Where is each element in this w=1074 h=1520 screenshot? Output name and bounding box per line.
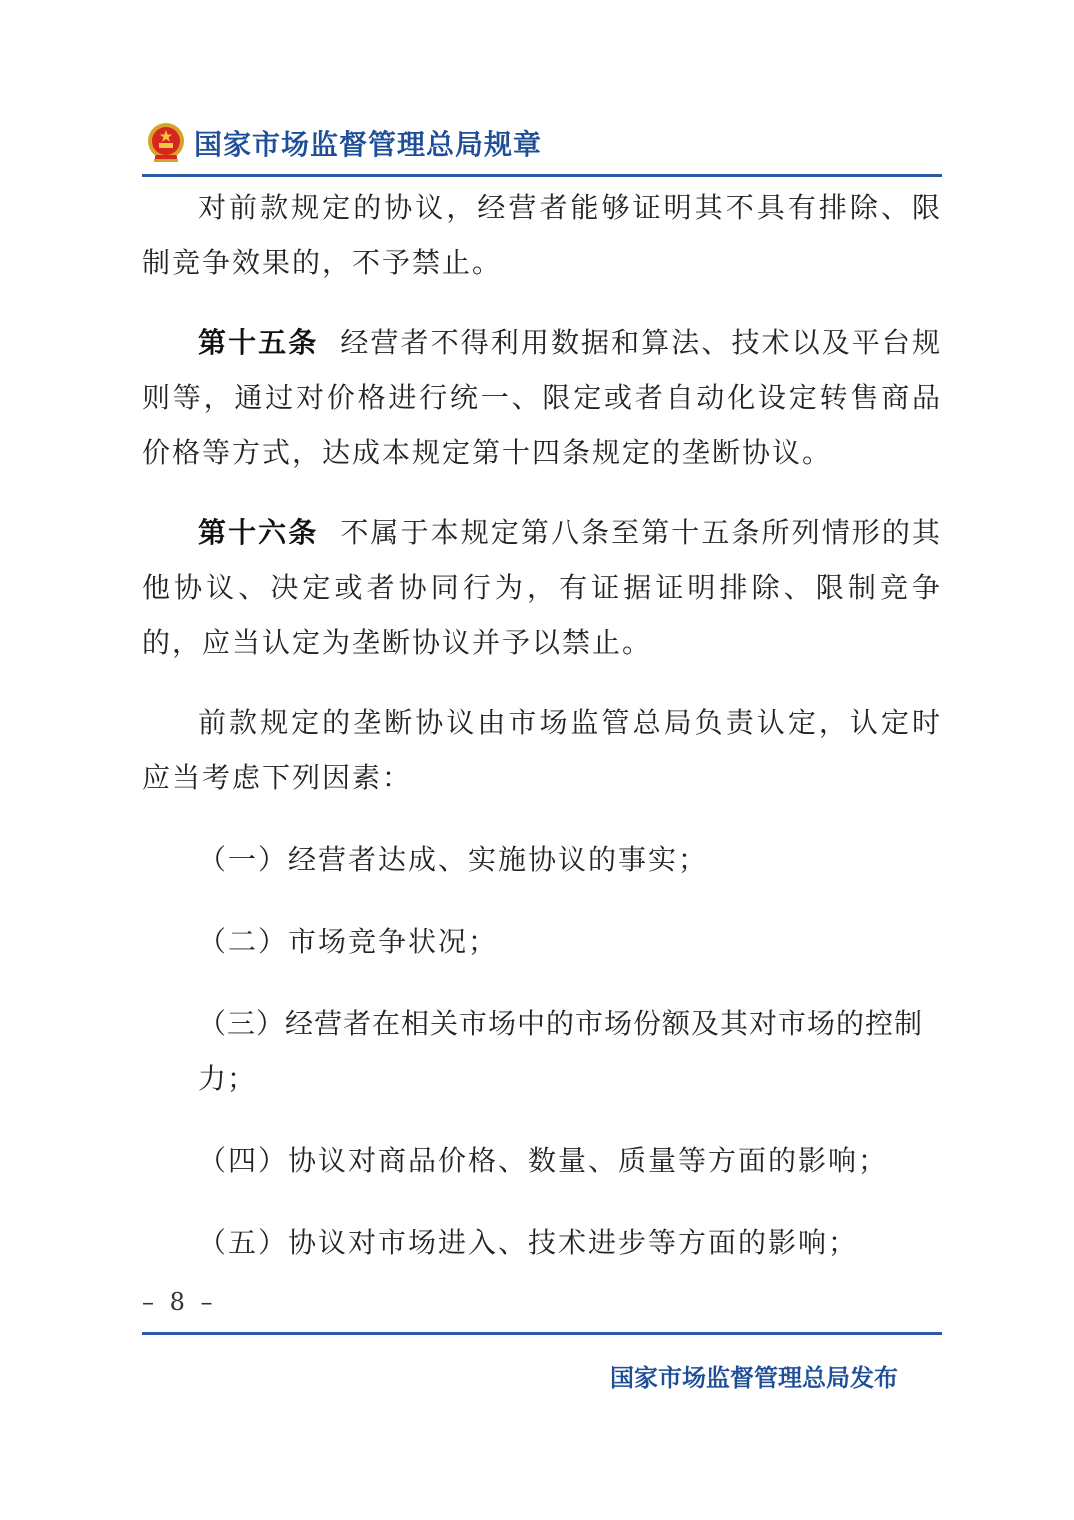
document-header: [142, 112, 942, 174]
list-item: （一）经营者达成、实施协议的事实；: [198, 843, 709, 876]
article-16: 第十六条 不属于本规定第八条至第十五条所列情形的其他协议、决定或者协同行为，有证据证明排除、限制竞争的，应当认定为垄断协议并予以禁止。: [142, 516, 942, 659]
paragraph: 前款规定的垄断协议由市场监管总局负责认定，认定时应当考虑下列因素：: [142, 706, 942, 794]
footer-publisher: 国家市场监督管理总局发布: [610, 1364, 898, 1392]
article-title: 第十五条: [198, 326, 319, 359]
header-divider: [142, 174, 942, 177]
list-item: （三）经营者在相关市场中的市场份额及其对市场的控制力；: [198, 1007, 924, 1095]
article-title: 第十六条: [198, 516, 319, 549]
page-number: – 8 –: [142, 1288, 217, 1316]
national-emblem-icon: [146, 121, 186, 165]
list-item: （四）协议对商品价格、数量、质量等方面的影响；: [198, 1144, 889, 1177]
list-item: （五）协议对市场进入、技术进步等方面的影响；: [198, 1226, 859, 1259]
list-item: （二）市场竞争状况；: [198, 925, 499, 958]
article-15: 第十五条 经营者不得利用数据和算法、技术以及平台规则等，通过对价格进行统一、限定或者自动化设定转售商品价格等方式，达成本规定第十四条规定的垄断协议。: [142, 326, 942, 469]
footer-divider: [142, 1332, 942, 1335]
document-body: [142, 180, 942, 1270]
header-title: 国家市场监督管理总局规章: [194, 128, 543, 161]
paragraph: 对前款规定的协议，经营者能够证明其不具有排除、限制竞争效果的，不予禁止。: [142, 191, 942, 279]
